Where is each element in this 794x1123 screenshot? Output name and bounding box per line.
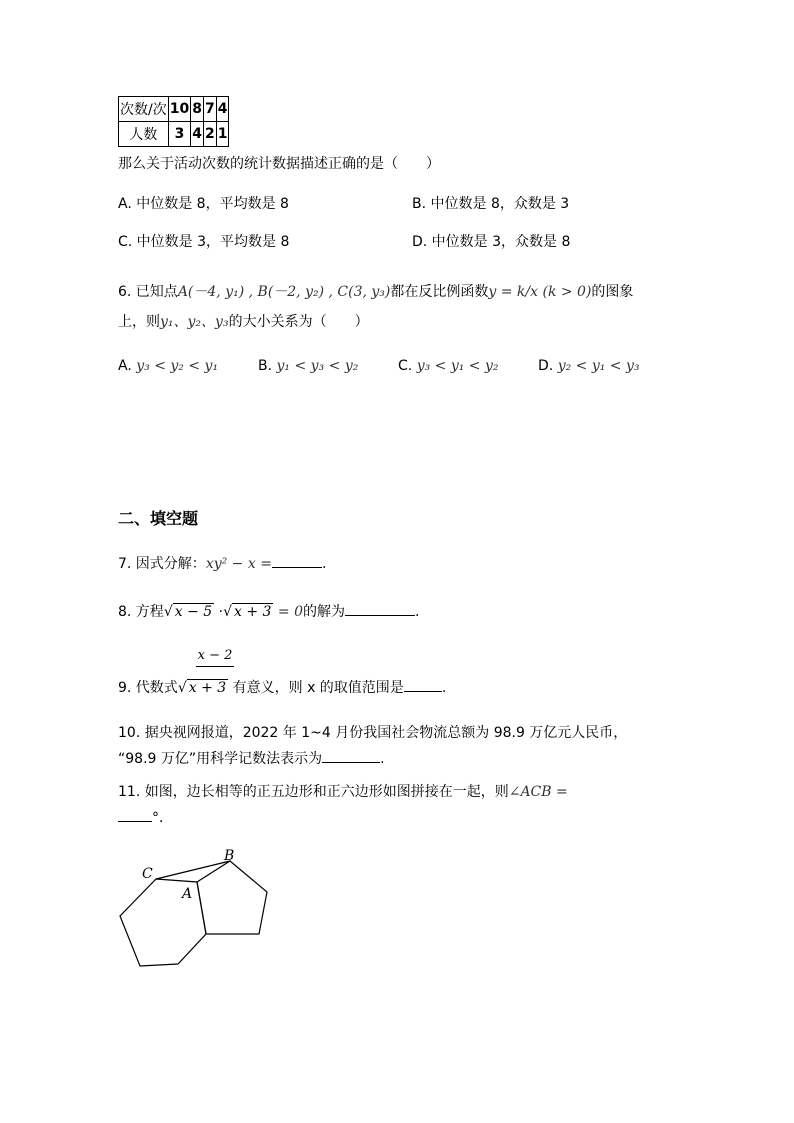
q9: 9. 代数式√ x + 3 有意义，则 x 的取值范围是 .: [118, 677, 446, 697]
option-math: y₁ < y₃ < y₂: [276, 358, 359, 374]
q5-stem: 那么关于活动次数的统计数据描述正确的是（ ）: [118, 156, 440, 172]
q7: [118, 553, 326, 573]
q6-option-c: [398, 358, 499, 374]
pentagon-shape: [197, 861, 267, 934]
option-label: B.: [258, 358, 273, 374]
table-cell: 7: [203, 97, 216, 122]
option-label: C.: [398, 358, 413, 374]
q11-angle: ∠ACB =: [508, 784, 568, 800]
answer-blank[interactable]: [322, 748, 380, 763]
table-row: [119, 97, 229, 122]
q8: 8. 方程√ x − 5 ·√ x + 3 = 0的解为 .: [118, 601, 419, 621]
table-cell: 2: [203, 122, 216, 147]
q7-prefix: 7. 因式分解：: [118, 556, 206, 572]
option-math: y₃ < y₂ < y₁: [136, 358, 219, 374]
q10-end: .: [380, 751, 385, 767]
q9-end: .: [441, 680, 447, 696]
q6-option-d: [538, 358, 640, 374]
option-math: y₃ < y₁ < y₂: [416, 358, 499, 374]
stats-table: [118, 96, 229, 147]
q8-sqrt1: x − 5: [174, 604, 213, 620]
q9-denom: x + 3: [188, 680, 227, 696]
option-math: y₂ < y₁ < y₃: [557, 358, 640, 374]
q10-line2: [118, 748, 385, 768]
q8-eq: = 0: [277, 604, 303, 620]
answer-blank[interactable]: [118, 807, 152, 822]
q6-mid: 都在反比例函数: [390, 284, 489, 300]
q9-numerator: [196, 648, 234, 663]
answer-blank[interactable]: [404, 677, 442, 692]
pentagon-hexagon-figure: [110, 840, 280, 980]
q10-line2-text: “98.9 万亿”用科学记数法表示为: [118, 751, 323, 767]
q9-fraction-bar: [196, 666, 234, 667]
hexagon-shape: [120, 879, 206, 966]
table-cell: 1: [216, 122, 229, 147]
option-label: D.: [538, 358, 554, 374]
q11-line2-end: °．: [152, 810, 173, 826]
q8-dot: ·: [218, 604, 224, 620]
table-cell: 10: [168, 97, 190, 122]
q5-option-a: A. 中位数是 8，平均数是 8: [118, 196, 289, 212]
q6-line2-suffix: 的大小关系为（ ）: [228, 314, 369, 330]
q6-line1: [118, 281, 633, 301]
q6-prefix: 6. 已知点: [118, 284, 178, 300]
label-c: C: [142, 866, 153, 882]
table-header-cell: 次数/次: [119, 97, 169, 122]
table-cell: 4: [216, 97, 229, 122]
q6-suffix: 的图象: [591, 284, 634, 300]
q10-line1: 10. 据央视网报道，2022 年 1~4 月份我国社会物流总额为 98.9 万亿元人民币，: [118, 725, 628, 741]
q5-option-b: B. 中位数是 8，众数是 3: [412, 196, 570, 212]
table-cell: 3: [168, 122, 190, 147]
q6-option-b: [258, 358, 358, 374]
q9-prefix: 9. 代数式: [118, 680, 178, 696]
q9-suffix: 有意义，则 x 的取值范围是: [232, 680, 404, 696]
answer-blank[interactable]: [272, 553, 322, 568]
q9-numer-text: x − 2: [197, 648, 233, 663]
q5-option-d: D. 中位数是 3，众数是 8: [412, 234, 571, 250]
q6-vars: y₁、y₂、y₃: [160, 314, 229, 330]
table-header-cell: 人数: [119, 122, 169, 147]
q11-text: 11. 如图，边长相等的正五边形和正六边形如图拼接在一起，则: [118, 784, 509, 800]
q11-line2: [118, 807, 173, 827]
label-a: A: [182, 886, 193, 902]
q6-line2-prefix: 上，则: [118, 314, 160, 330]
q6-line2: [118, 311, 369, 331]
segment-cb: [156, 861, 230, 879]
q5-option-c: C. 中位数是 3，平均数是 8: [118, 234, 290, 250]
q8-prefix: 8. 方程: [118, 604, 164, 620]
table-cell: 4: [191, 122, 204, 147]
label-b: B: [224, 848, 235, 864]
section-title: 二、填空题: [118, 509, 199, 528]
q7-suffix: .: [321, 556, 327, 572]
answer-blank[interactable]: [345, 601, 415, 616]
q6-points: A(－4, y₁) , B(－2, y₂) , C(3, y₃): [177, 284, 391, 300]
option-label: A.: [118, 358, 132, 374]
q8-sqrt2: x + 3: [234, 604, 272, 620]
table-row: [119, 122, 229, 147]
table-cell: 8: [191, 97, 204, 122]
q6-function: y = k/x (k > 0): [488, 284, 592, 300]
q7-expr: xy² − x =: [205, 556, 272, 572]
q6-option-a: [118, 358, 218, 374]
q8-end: .: [414, 604, 420, 620]
q8-suffix: 的解为: [302, 604, 345, 620]
q11-line1: [118, 781, 568, 801]
